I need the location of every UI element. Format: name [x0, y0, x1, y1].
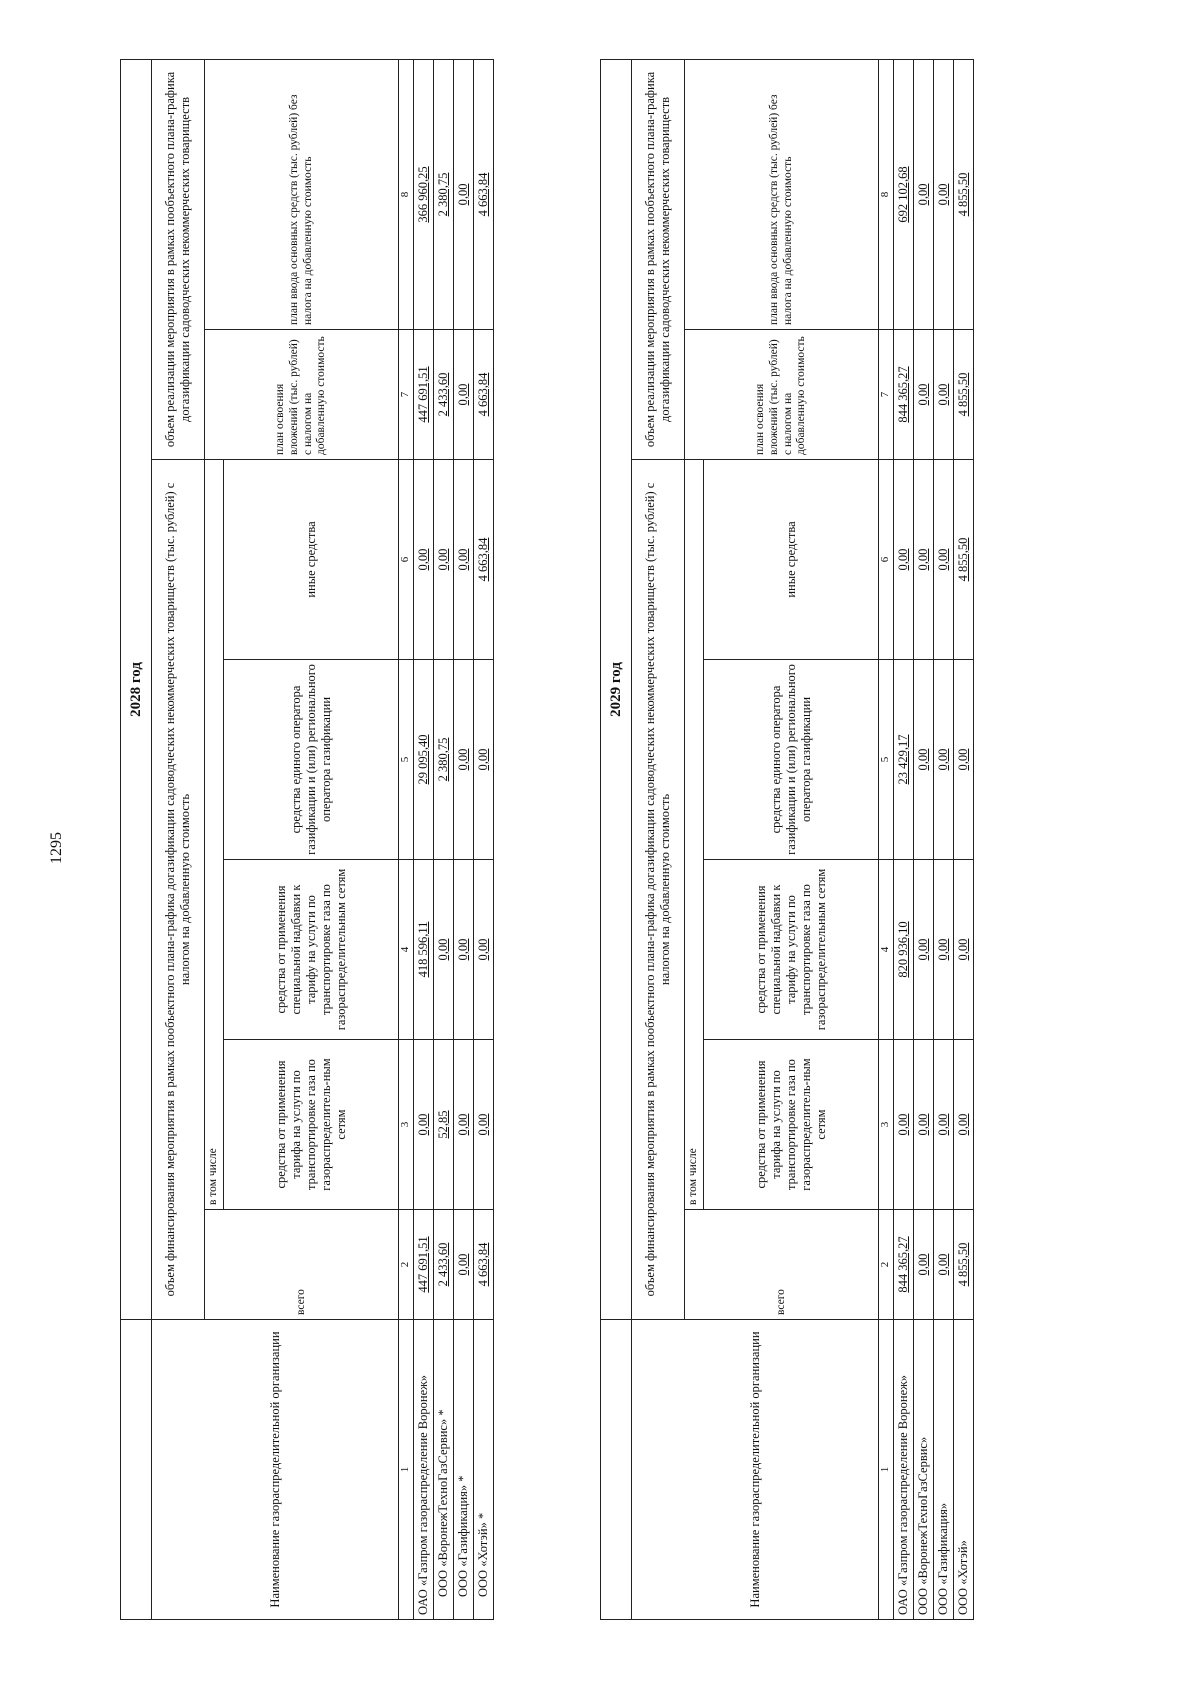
table-2028 [120, 59, 494, 1620]
value-tariff: 0,00 [414, 1040, 434, 1210]
table-2029-block [600, 60, 1000, 1620]
value-assets-plan: 4 663,84 [474, 59, 494, 329]
org-column-header: Наименование газораспределительной организации [632, 1320, 879, 1620]
value-assets-plan: 4 855,50 [954, 59, 974, 329]
column-number: 3 [399, 1040, 414, 1210]
value-operator: 0,00 [934, 660, 954, 860]
value-other: 0,00 [894, 460, 914, 660]
value-total: 0,00 [934, 1210, 954, 1320]
tariff-column-header: средства от применения тарифа на услуги по транспортировке газа по газораспределитель-ным сетям [704, 1040, 879, 1210]
value-total: 0,00 [914, 1210, 934, 1320]
value-other: 4 663,84 [474, 460, 494, 660]
value-other: 0,00 [414, 460, 434, 660]
value-total: 2 433,60 [434, 1210, 454, 1320]
column-number: 6 [399, 460, 414, 660]
column-number: 2 [399, 1210, 414, 1320]
value-invest-plan: 0,00 [934, 330, 954, 460]
invest-plan-column-header: план освоения вложений (тыс. рублей) с налогом на добавленную стоимость [685, 330, 879, 460]
column-number: 8 [399, 59, 414, 329]
value-assets-plan: 2 380,75 [434, 59, 454, 329]
value-tariff: 0,00 [454, 1040, 474, 1210]
value-other: 0,00 [434, 460, 454, 660]
column-number: 1 [399, 1320, 414, 1620]
value-assets-plan: 692 102,68 [894, 59, 914, 329]
value-total: 4 855,50 [954, 1210, 974, 1320]
column-number: 5 [879, 660, 894, 860]
value-invest-plan: 4 663,84 [474, 330, 494, 460]
value-invest-plan: 447 691,51 [414, 330, 434, 460]
table-2029 [600, 59, 974, 1620]
value-operator: 0,00 [954, 660, 974, 860]
value-invest-plan: 844 365,27 [894, 330, 914, 460]
total-column-header: всего [685, 1210, 879, 1320]
value-surcharge: 0,00 [454, 860, 474, 1040]
value-other: 0,00 [914, 460, 934, 660]
org-name: ООО «ВоронежТехноГазСервис» [914, 1320, 934, 1620]
value-tariff: 0,00 [934, 1040, 954, 1210]
surcharge-column-header: средства от применения специальной надбавки к тарифу на услуги по транспортировке газа по газораспределительным сетям [704, 860, 879, 1040]
financing-header: объем финансирования мероприятия в рамках пообъектного плана-графика догазификации садоводческих некоммерческих товариществ (тыс. рублей) с налогом на добавленную стоимость [632, 460, 685, 1320]
value-tariff: 0,00 [914, 1040, 934, 1210]
value-total: 447 691,51 [414, 1210, 434, 1320]
value-surcharge: 0,00 [434, 860, 454, 1040]
table-row [434, 59, 454, 1619]
financing-header: объем финансирования мероприятия в рамках пообъектного плана-графика догазификации садоводческих некоммерческих товариществ (тыс. рублей) с налогом на добавленную стоимость [152, 460, 205, 1320]
table-2028-block [120, 60, 520, 1620]
org-name: ООО «Хотэй» [954, 1320, 974, 1620]
value-surcharge: 0,00 [914, 860, 934, 1040]
column-number: 1 [879, 1320, 894, 1620]
value-invest-plan: 0,00 [914, 330, 934, 460]
column-number: 7 [879, 330, 894, 460]
value-surcharge: 418 596,11 [414, 860, 434, 1040]
including-header: в том числе [685, 460, 704, 1210]
value-operator: 0,00 [474, 660, 494, 860]
value-other: 0,00 [454, 460, 474, 660]
org-name: ООО «Газификация» * [454, 1320, 474, 1620]
table-row [414, 59, 434, 1619]
value-total: 0,00 [454, 1210, 474, 1320]
value-operator: 29 095,40 [414, 660, 434, 860]
value-invest-plan: 0,00 [454, 330, 474, 460]
value-operator: 0,00 [914, 660, 934, 860]
value-other: 4 855,50 [954, 460, 974, 660]
value-tariff: 0,00 [954, 1040, 974, 1210]
column-number: 7 [399, 330, 414, 460]
table-row [894, 59, 914, 1619]
operator-column-header: средства единого оператора газификации и (или) регионального оператора газификации [704, 660, 879, 860]
org-column-header: Наименование газораспределительной организации [152, 1320, 399, 1620]
org-name: ОАО «Газпром газораспределение Воронеж» [414, 1320, 434, 1620]
year-heading: 2028 год [121, 59, 152, 1319]
value-tariff: 0,00 [894, 1040, 914, 1210]
implementation-header: объем реализации мероприятия в рамках пообъектного плана-графика догазификации садоводческих некоммерческих товариществ [152, 59, 205, 459]
column-number: 4 [879, 860, 894, 1040]
tariff-column-header: средства от применения тарифа на услуги по транспортировке газа по газораспределитель-ным сетям [224, 1040, 399, 1210]
operator-column-header: средства единого оператора газификации и (или) регионального оператора газификации [224, 660, 399, 860]
total-column-header: всего [205, 1210, 399, 1320]
page-number: 1295 [48, 832, 65, 864]
table-row [934, 59, 954, 1619]
implementation-header: объем реализации мероприятия в рамках пообъектного плана-графика догазификации садоводческих некоммерческих товариществ [632, 59, 685, 459]
column-number: 3 [879, 1040, 894, 1210]
assets-plan-column-header: план ввода основных средств (тыс. рублей) без налога на добавленную стоимость [685, 59, 879, 329]
table-row [454, 59, 474, 1619]
column-number: 4 [399, 860, 414, 1040]
year-heading: 2029 год [601, 59, 632, 1319]
value-operator: 23 429,17 [894, 660, 914, 860]
table-row [954, 59, 974, 1619]
value-operator: 0,00 [454, 660, 474, 860]
org-name: ООО «ВоронежТехноГазСервис» * [434, 1320, 454, 1620]
value-assets-plan: 0,00 [914, 59, 934, 329]
value-operator: 2 380,75 [434, 660, 454, 860]
including-header: в том числе [205, 460, 224, 1210]
value-tariff: 0,00 [474, 1040, 494, 1210]
column-number: 5 [399, 660, 414, 860]
other-funds-column-header: иные средства [224, 460, 399, 660]
org-name: ООО «Газификация» [934, 1320, 954, 1620]
column-number: 6 [879, 460, 894, 660]
value-surcharge: 0,00 [474, 860, 494, 1040]
value-total: 4 663,84 [474, 1210, 494, 1320]
org-name: ООО «Хотэй» * [474, 1320, 494, 1620]
column-number: 8 [879, 59, 894, 329]
assets-plan-column-header: план ввода основных средств (тыс. рублей) без налога на добавленную стоимость [205, 59, 399, 329]
value-assets-plan: 366 960,25 [414, 59, 434, 329]
value-invest-plan: 4 855,50 [954, 330, 974, 460]
org-name: ОАО «Газпром газораспределение Воронеж» [894, 1320, 914, 1620]
value-assets-plan: 0,00 [934, 59, 954, 329]
value-other: 0,00 [934, 460, 954, 660]
value-total: 844 365,27 [894, 1210, 914, 1320]
invest-plan-column-header: план освоения вложений (тыс. рублей) с налогом на добавленную стоимость [205, 330, 399, 460]
surcharge-column-header: средства от применения специальной надбавки к тарифу на услуги по транспортировке газа по газораспределительным сетям [224, 860, 399, 1040]
column-number: 2 [879, 1210, 894, 1320]
value-invest-plan: 2 433,60 [434, 330, 454, 460]
value-assets-plan: 0,00 [454, 59, 474, 329]
value-surcharge: 0,00 [934, 860, 954, 1040]
value-tariff: 52,85 [434, 1040, 454, 1210]
table-row [914, 59, 934, 1619]
value-surcharge: 820 936,10 [894, 860, 914, 1040]
other-funds-column-header: иные средства [704, 460, 879, 660]
value-surcharge: 0,00 [954, 860, 974, 1040]
table-row [474, 59, 494, 1619]
